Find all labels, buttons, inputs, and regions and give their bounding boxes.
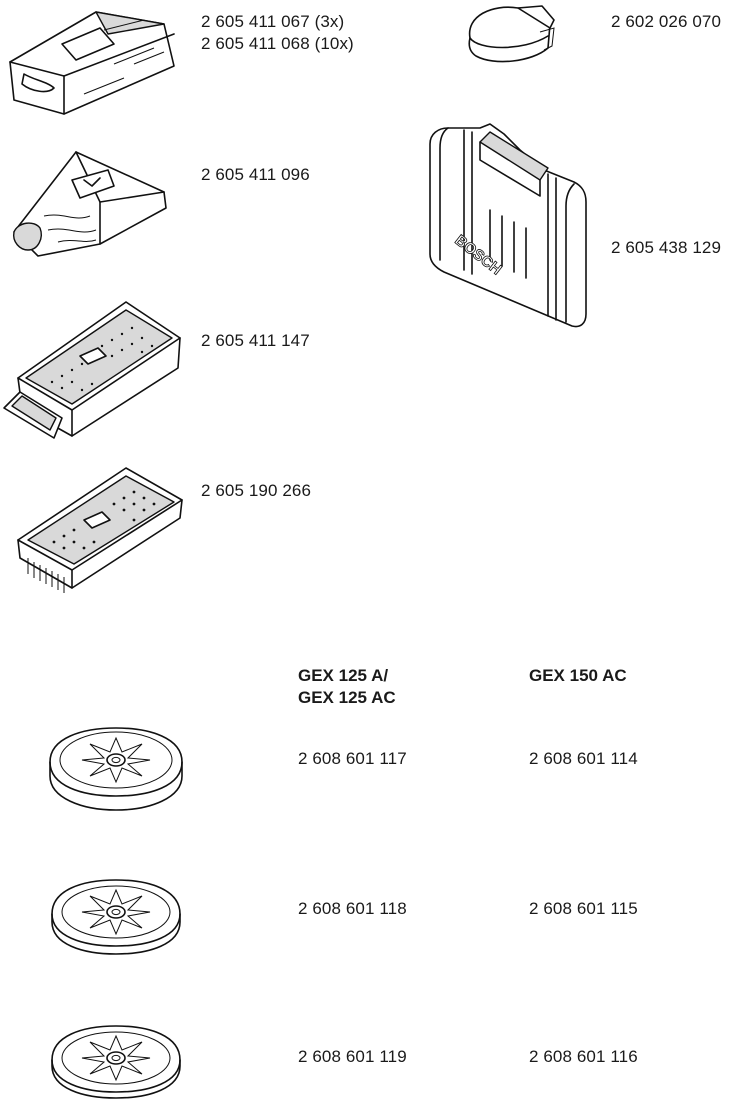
pad-gex150-row1: 2 608 601 114 [529, 749, 638, 768]
pad-gex150-row3: 2 608 601 116 [529, 1047, 638, 1066]
sanding-pad-medium-icon [46, 872, 186, 960]
sanding-pad-hard-icon [46, 718, 186, 814]
dust-bag-icon [4, 4, 190, 116]
case-logo-text: BOSCH [451, 231, 505, 279]
part-number-dust-bag-10x: 2 605 411 068 (10x) [201, 34, 354, 53]
part-number-carrying-case: 2 605 438 129 [611, 238, 722, 257]
part-number-dust-bag-3x: 2 605 411 067 (3x) [201, 12, 345, 31]
sanding-pad-soft-icon [46, 1020, 186, 1104]
pad-gex125-row2: 2 608 601 118 [298, 899, 407, 918]
header-gex150: GEX 150 AC [529, 666, 627, 685]
pad-gex125-row1: 2 608 601 117 [298, 749, 407, 768]
pad-gex125-row3: 2 608 601 119 [298, 1047, 407, 1066]
pad-gex150-row2: 2 608 601 115 [529, 899, 638, 918]
carrying-case-icon [424, 120, 590, 332]
handle-cap-icon [462, 2, 558, 68]
header-gex125-line1: GEX 125 A/ [298, 666, 389, 685]
header-gex125-line2: GEX 125 AC [298, 688, 396, 707]
dust-box-icon [2, 298, 186, 440]
dust-bag-funnel-icon [4, 146, 170, 258]
part-number-dust-bag-funnel: 2 605 411 096 [201, 165, 310, 184]
filter-cartridge-icon [14, 464, 186, 598]
part-number-handle-cap: 2 602 026 070 [611, 12, 722, 31]
part-number-dust-box: 2 605 411 147 [201, 331, 310, 350]
part-number-filter-cartridge: 2 605 190 266 [201, 481, 312, 500]
